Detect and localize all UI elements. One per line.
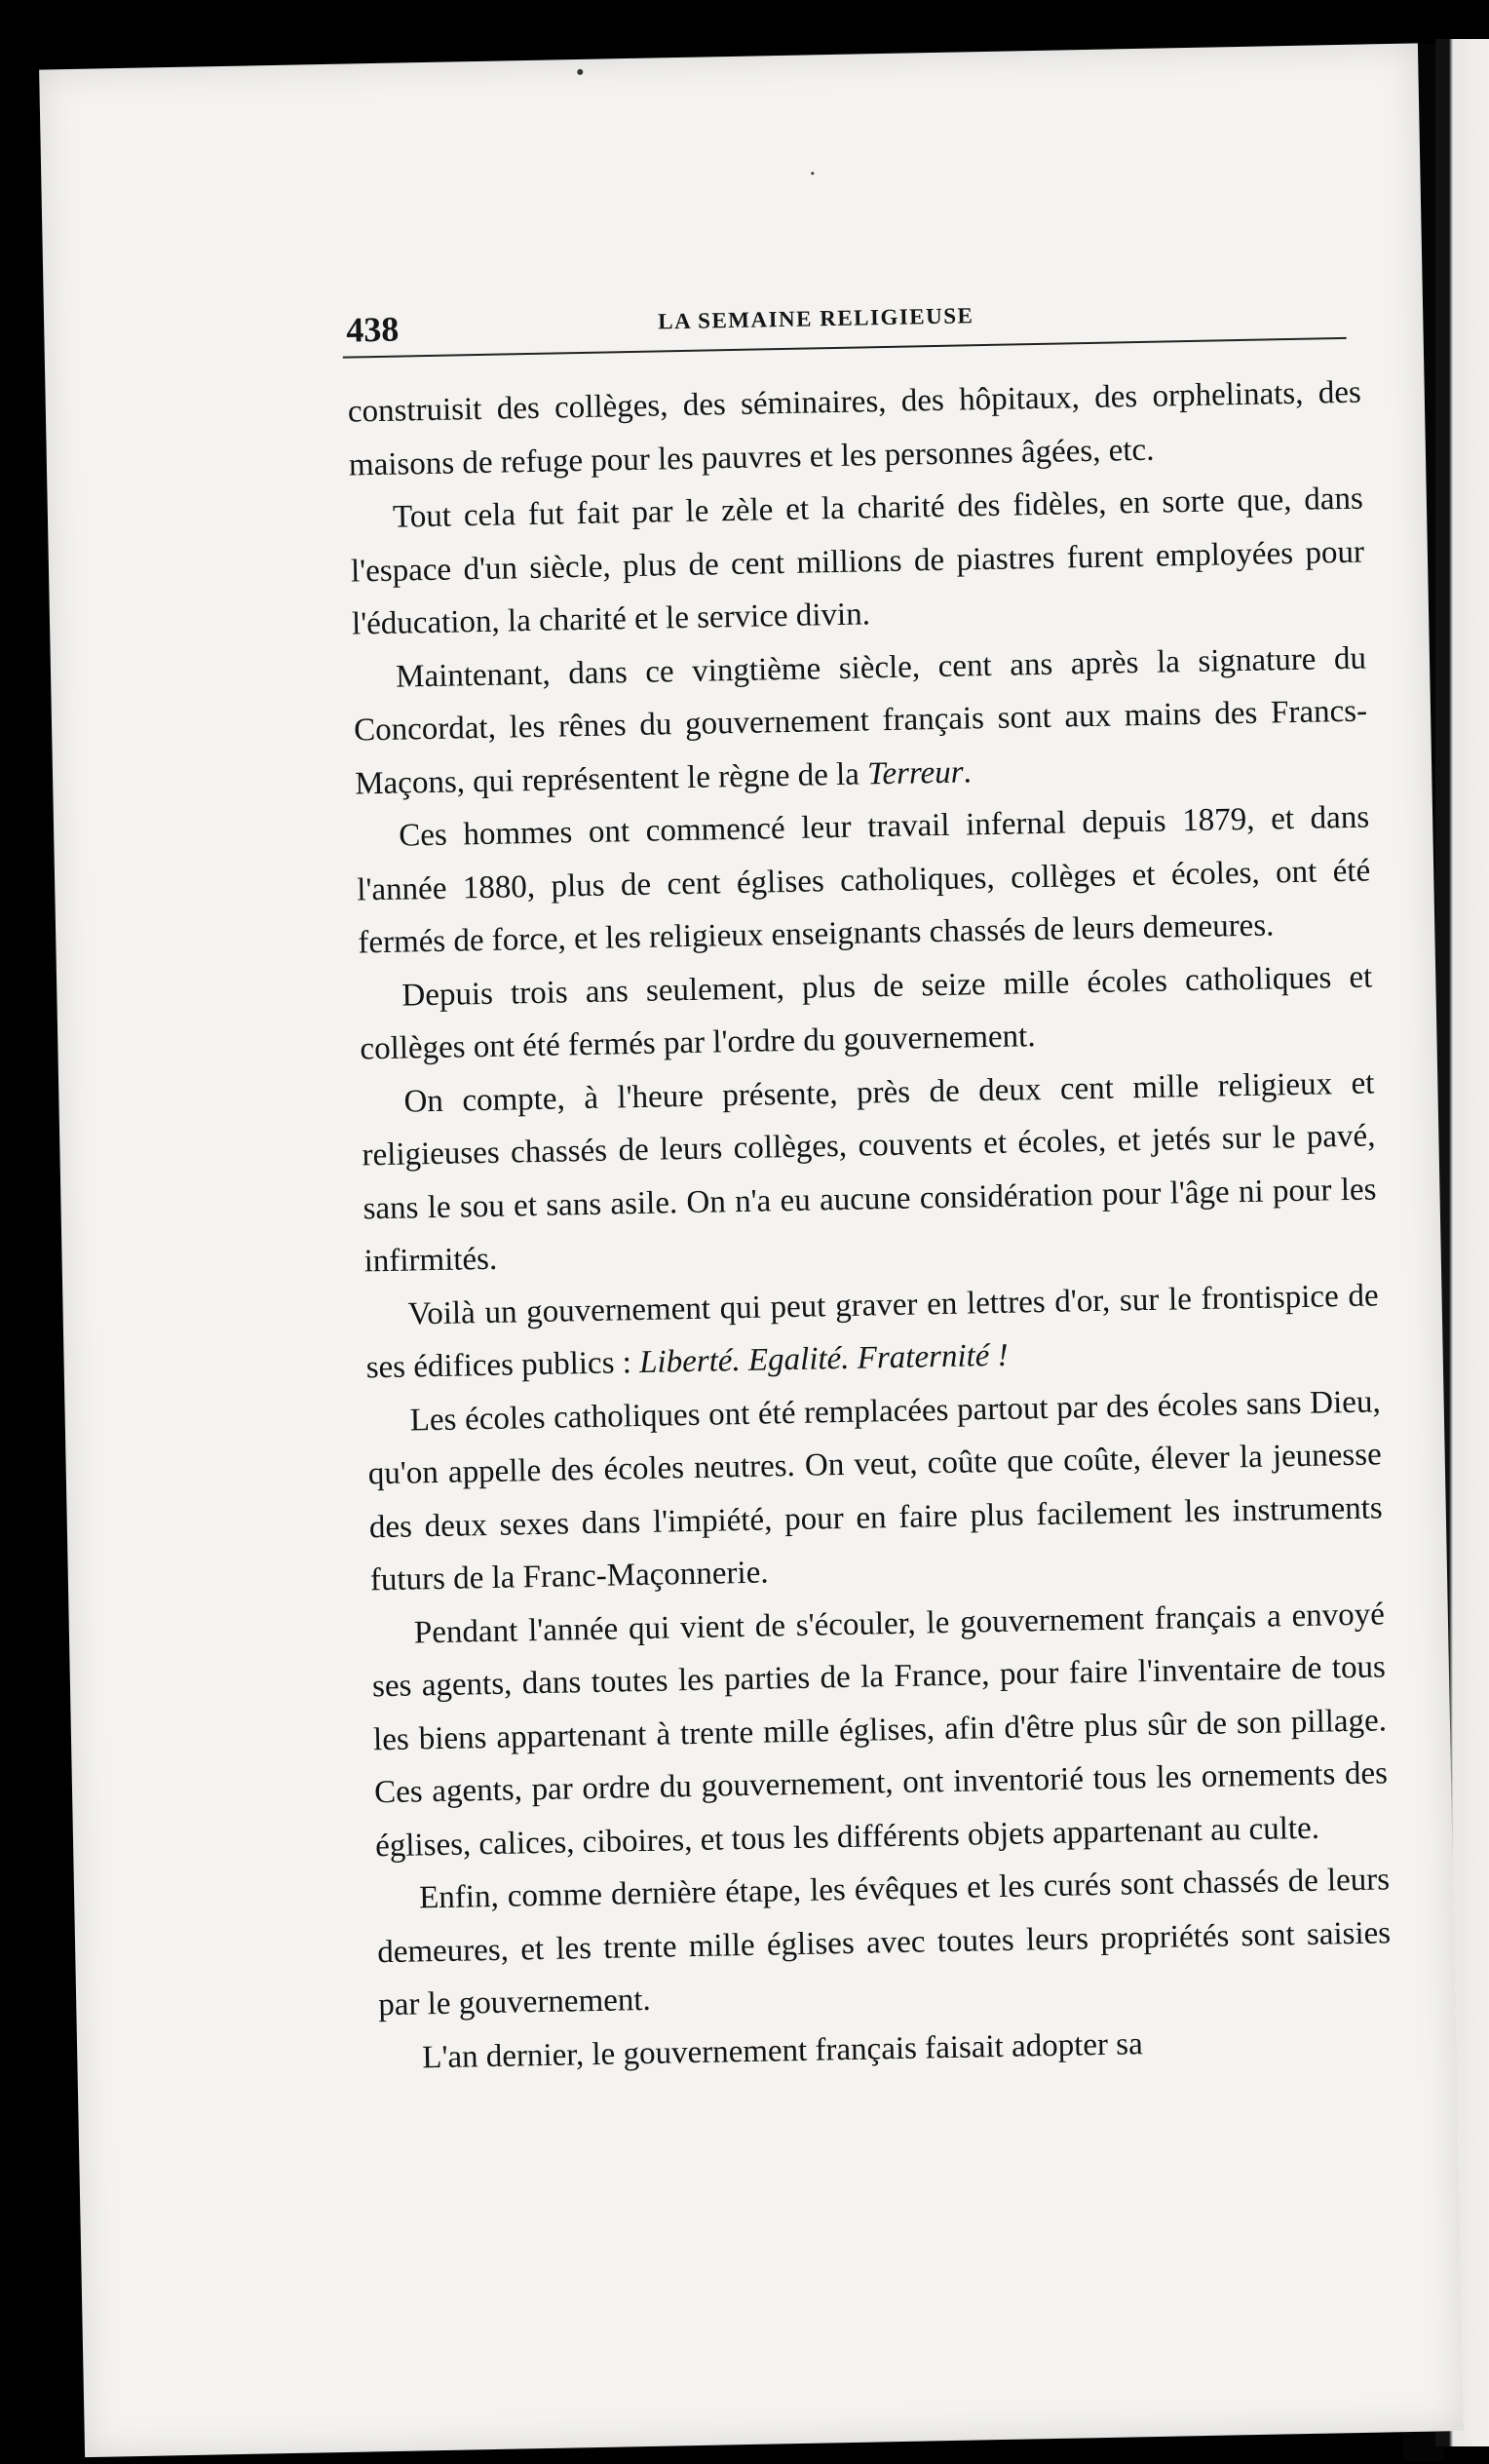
paragraph: [370, 1588, 1389, 1872]
page-number: 438: [345, 309, 400, 350]
dust-speck: [811, 172, 814, 174]
paragraph: [353, 632, 1369, 810]
paragraph: [350, 473, 1366, 651]
paragraph-text: Ces hommes ont commencé leur travail infernal depuis 1879, et dans l'année 1880, plus de cent églises catholiques, collèges et écoles, ont été fermés de force, et les religieux enseignants chassés de leurs demeures.: [356, 799, 1371, 961]
running-head: [298, 220, 1332, 350]
paragraph-text: L'an dernier, le gouvernement français faisait adopter sa: [422, 2025, 1144, 2075]
paragraph: [376, 1853, 1393, 2031]
paragraph: [364, 1269, 1380, 1395]
header-rule: [343, 337, 1347, 359]
paragraph: [359, 950, 1374, 1076]
paragraph-text: On compte, à l'heure présente, près de deux cent mille religieux et religieuses chassés de leurs collèges, couvents et écoles, et jetés sur le pavé, sans le sou et sans asile. On n'a eu aucune considération pour l'âge ni pour les infirmités.: [362, 1064, 1377, 1280]
paragraph-text: Voilà un gouvernement qui peut graver en lettres d'or, sur le frontispice de ses édifices publics :: [365, 1277, 1379, 1386]
paragraph: [356, 791, 1372, 970]
paragraph-text: Depuis trois ans seulement, plus de seize mille écoles catholiques et collèges ont été fermés par l'ordre du gouvernement.: [360, 958, 1373, 1067]
book-page: [39, 43, 1464, 2457]
paragraph-text: Tout cela fut fait par le zèle et la charité des fidèles, en sorte que, dans l'espace d'un siècle, plus de cent millions de piastres furent employées pour l'éducation, la charité et le service divin.: [350, 481, 1365, 642]
running-title: LA SEMAINE RELIGIEUSE: [657, 303, 974, 334]
paragraph-text: Les écoles catholiques ont été remplacées partout par des écoles sans Dieu, qu'on appelle des écoles neutres. On veut, coûte que coûte, élever la jeunesse des deux sexes dans l'impiété, pour en faire plus facilement les instruments futurs de la Franc-Maçonnerie.: [367, 1383, 1384, 1598]
paragraph: [347, 366, 1362, 492]
paragraph: [366, 1375, 1384, 1607]
paragraph-text: Pendant l'année qui vient de s'écouler, le gouvernement français a envoyé ses agents, dans toutes les parties de la France, pour faire l'inventaire de tous les biens appartenant à trente mille églises, afin d'être plus sûr de son pillage. Ces agents, par ordre du gouvernement, ont inventorié tous les ornements des églises, calices, ciboires, et tous les différents objets appartenant au culte.: [371, 1596, 1389, 1864]
paragraph-text: Enfin, comme dernière étape, les évêques et les curés sont chassés de leurs demeures, et les trente mille églises avec toutes leurs propriétés sont saisies par le gouvernement.: [376, 1862, 1392, 2023]
article-body: [347, 366, 1393, 2086]
italic-text: Liberté. Egalité. Fraternité !: [638, 1337, 1009, 1380]
paragraph: [361, 1057, 1378, 1289]
dust-speck: [577, 69, 583, 75]
paragraph-text: construisit des collèges, des séminaires, des hôpitaux, des orphelinats, des maisons de refuge pour les pauvres et les personnes âgées, etc.: [347, 374, 1362, 483]
italic-text: Terreur: [866, 754, 964, 791]
paragraph-text: .: [963, 753, 973, 790]
paragraph-text: Maintenant, dans ce vingtième siècle, cent ans après la signature du Concordat, les rênes du gouvernement français sont aux mains des Francs-Maçons, qui représentent le règne de la: [353, 640, 1368, 801]
